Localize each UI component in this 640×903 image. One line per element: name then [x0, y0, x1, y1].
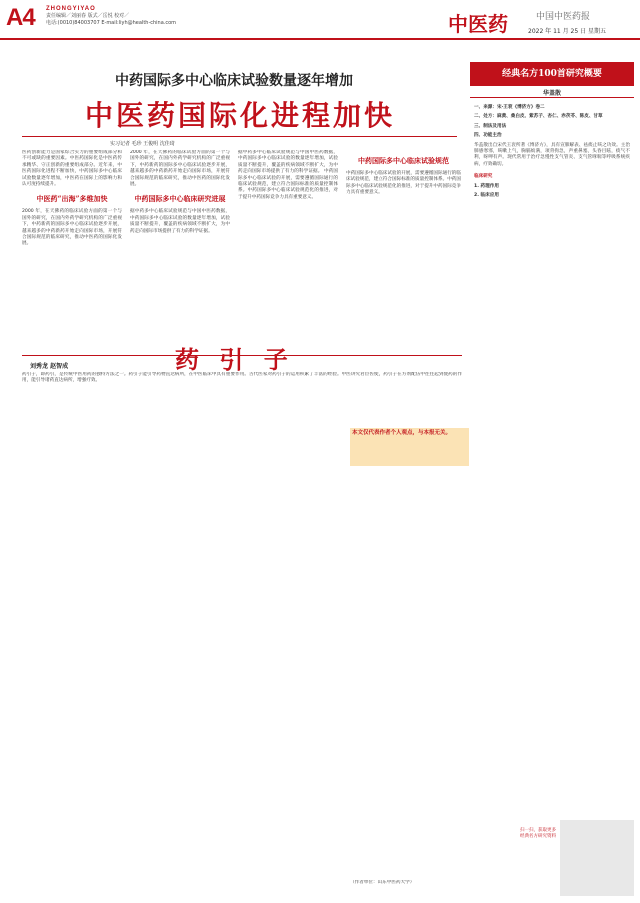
sidebar-body	[474, 102, 630, 812]
article2-title: 药 引 子	[175, 345, 294, 374]
sidebar-item: 二、处方：麻黄、桑白皮、紫苏子、杏仁、赤茯苓、陈皮、甘草	[474, 114, 603, 120]
page-number: A4	[6, 4, 35, 31]
sidebar-header: 经典名方100首研究概要	[470, 62, 634, 86]
article2-endnote: （作者单位：山东中医药大学）	[350, 880, 415, 885]
highlight-box: 本文仅代表作者个人观点，与本报无关。	[350, 428, 469, 466]
article-title: 中医药国际化进程加快	[85, 99, 396, 132]
article-col-1: 医药创新能力是国家综合实力的重要组成部分和不可或缺的重要因素。中医药国际化是中医药传承精华、守正创新的重要组成部分。近年来，中医药国际化进程不断加快，中药国际多中心临床试验数量逐年增加，中医药在国际上的影响力和认可度持续提升。 中医药“出海”多维加快 2000 年，在天佛药的临床试验方面的第一个与国外的研究，在国内外药学研究机构的广泛重视下，中药新药的国际多中心临床试验逐步开展，越来越多的中药新药开始走向国际市场，开展符合国际规范的临床研究，推动中医药的国际化发展。	[22, 150, 122, 247]
sidebar-item: 三、制法及用法	[474, 123, 507, 129]
sidebar-item: 1. 药理作用	[474, 183, 499, 189]
sidebar-item: 一、来源：宋·王衮《博济方》卷二	[474, 105, 545, 110]
qr-code-icon	[560, 820, 634, 896]
contact-line: 电话:(0010)84003707 E-mail:liyh@health-china.com	[46, 20, 177, 26]
sidebar-rule	[470, 97, 634, 98]
section-heading: 中药国际多中心临床研究进展	[134, 194, 226, 204]
byline: 实习记者 毛珍 王俊明 沈佳琦	[110, 141, 175, 147]
article-col-2: 2000 年，在天佛药的临床试验方面的第一个与国外的研究，在国内外药学研究机构的广泛重视下，中药新药的国际多中心临床试验逐步开展，越来越多的中药新药开始走向国际市场，开展符合国际规范的临床研究，推动中医药的国际化发展。 中药国际多中心临床研究进展 据中药多中心临床试验规范与中国中医药数据，中药国际多中心临床试验的数量逐年增加，试验质量不断提升，覆盖的疾病领域不断扩大，为中药走向国际市场提供了有力的科学证据。	[130, 150, 230, 234]
paper-name: 中国中医药报	[536, 12, 591, 22]
article-subtitle: 中药国际多中心临床试验数量逐年增加	[115, 73, 353, 89]
sidebar-text: 华盖散出自宋代王衮所著《博济方》，具有宣肺解表、祛痰止咳之功效。主治肺感寒邪，咳嗽上气，胸膈烦满，项背拘急，声重鼻塞，头昏目眩，痰气不利，呀呷有声。现代常用于治疗急慢性支气管炎、支气管哮喘等呼吸系统疾病，疗效确切。	[474, 142, 630, 167]
sidebar-subheader: 华盖散	[542, 90, 561, 97]
article2-body: 药引子，即药引，是传统中医用药的独特方法之一。药引子能引导药物直达病所，在中医临床中具有重要作用。古代医家对药引子的运用积累了丰富的经验。中医讲究君臣佐使，药引子在方剂配伍中往往起到使药的作用，能引导诸药直达病所，增强疗效。	[22, 372, 462, 384]
sidebar-item: 2. 临床应用	[474, 193, 499, 199]
section-title: 中医药	[448, 12, 508, 36]
issue-date: 2022 年 11 月 25 日 星期五	[528, 28, 606, 35]
divider	[22, 136, 457, 137]
paper-en-name: ZHONGYIYAO	[46, 6, 96, 12]
sidebar-item: 四、功能主治	[474, 133, 502, 139]
article2-author: 刘秀龙 赵智成	[30, 363, 69, 370]
section-heading: 中药国际多中心临床试验规范	[358, 156, 449, 165]
sidebar-footer-note: 扫一扫，获取更多经典名方研究资料	[520, 828, 556, 839]
masthead-info	[46, 13, 206, 27]
article-col-4: 中药国际多中心临床试验规范 中药国际多中心临床试验的开展，需要遵循国际通行的临床试验规范，建立符合国际标准的质量控制体系。中药国际多中心临床试验规范化的推进，对于提升中药国际竞争力具有重要意义。	[346, 156, 461, 196]
editor-line: 责任编辑／刘丽春 版式／岳悦 校对／	[46, 13, 130, 19]
article-col-3: 据中药多中心临床试验规范与中国中医药数据，中药国际多中心临床试验的数量逐年增加，试验质量不断提升，覆盖的疾病领域不断扩大，为中药走向国际市场提供了有力的科学证据。 中药国际多中心临床试验的开展，需要遵循国际通行的临床试验规范，建立符合国际标准的质量控制体系。中药国际多中心临床试验规范化的推进，对于提升中药国际竞争力具有重要意义。	[238, 150, 338, 200]
sidebar-item: 临床研究	[474, 174, 493, 180]
section-heading: 中医药“出海”多维加快	[36, 194, 108, 204]
